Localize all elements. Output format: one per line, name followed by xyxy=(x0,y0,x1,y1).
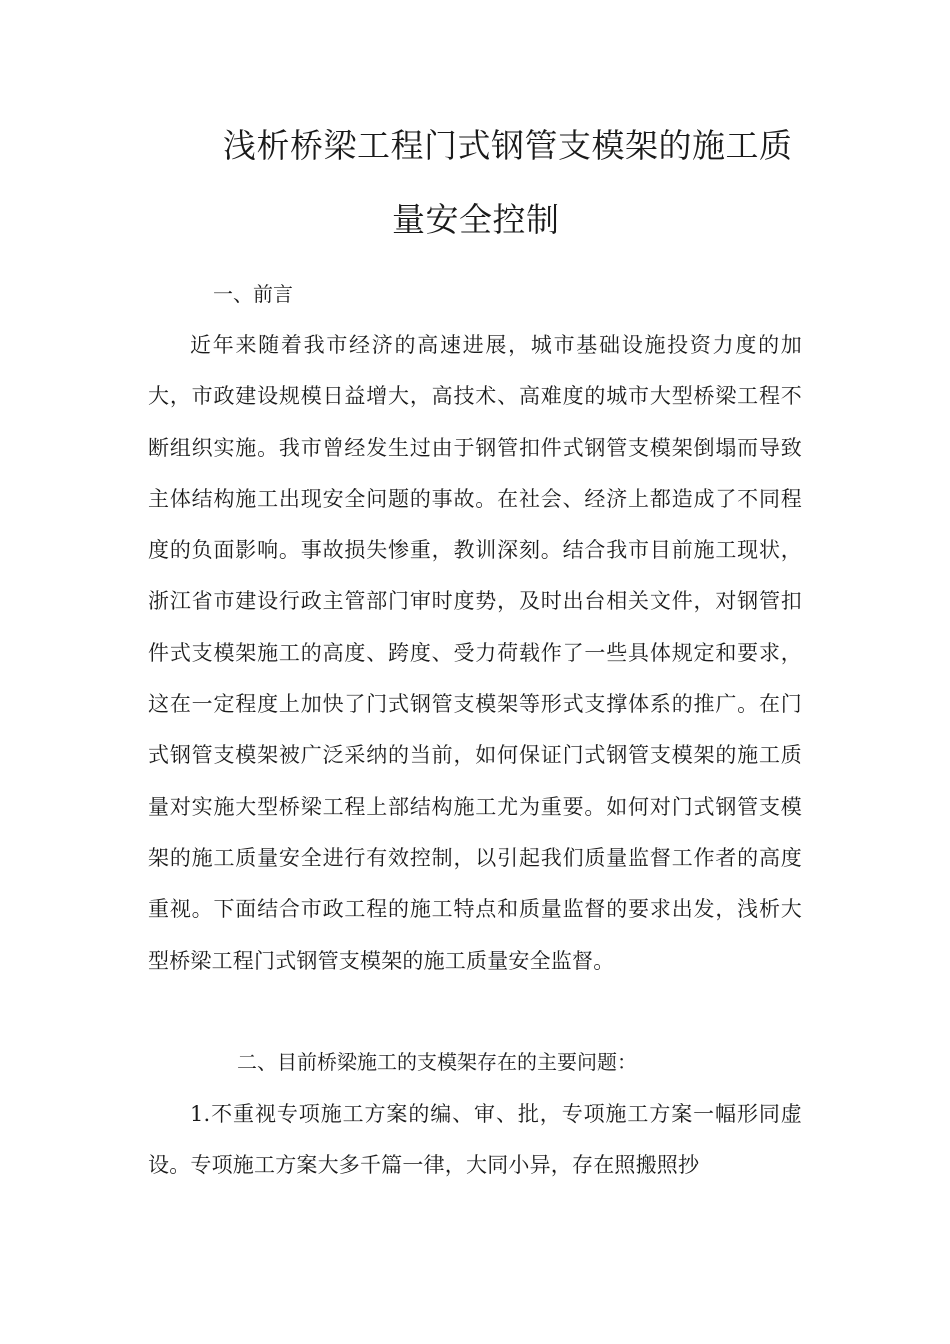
main-problems-paragraph: 1.不重视专项施工方案的编、审、批，专项施工方案一幅形同虚设。专项施工方案大多千篇一律，大同小异，存在照搬照抄 xyxy=(148,1102,802,1178)
section-heading-main-problems: 二、目前桥梁施工的支模架存在的主要问题： xyxy=(237,1050,637,1074)
document-title-line-1: 浅析桥梁工程门式钢管支模架的施工质 xyxy=(223,126,793,165)
section-heading-preface: 一、前言 xyxy=(213,282,293,306)
preface-paragraph: 近年来随着我市经济的高速进展，城市基础设施投资力度的加大，市政建设规模日益增大，高技术、高难度的城市大型桥梁工程不断组织实施。我市曾经发生过由于钢管扣件式钢管支模架倒塌而导致主体结构施工出现安全问题的事故。在社会、经济上都造成了不同程度的负面影响。事故损失惨重，教训深刻。结合我市目前施工现状，浙江省市建设行政主管部门审时度势，及时出台相关文件，对钢管扣件式支模架施工的高度、跨度、受力荷载作了一些具体规定和要求，这在一定程度上加快了门式钢管支模架等形式支撑体系的推广。在门式钢管支模架被广泛采纳的当前，如何保证门式钢管支模架的施工质量对实施大型桥梁工程上部结构施工尤为重要。如何对门式钢管支模架的施工质量安全进行有效控制，以引起我们质量监督工作者的高度重视。下面结合市政工程的施工特点和质量监督的要求出发，浅析大型桥梁工程门式钢管支模架的施工质量安全监督。 xyxy=(148,333,802,973)
document-title-line-2: 量安全控制 xyxy=(392,200,560,239)
